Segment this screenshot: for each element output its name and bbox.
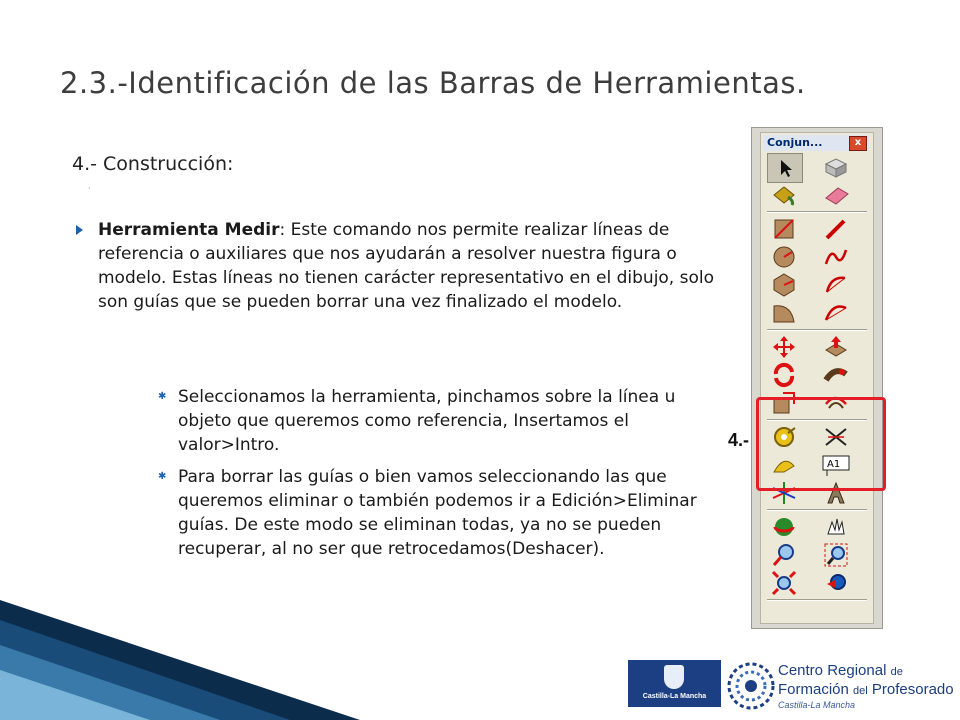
logo-line-2 <box>778 681 954 698</box>
section-heading: 4.- Construcción: <box>72 153 234 175</box>
toolbar-titlebar[interactable] <box>763 135 869 151</box>
toolbar-title: Conjun... <box>767 136 823 149</box>
push-pull-icon[interactable] <box>819 333 853 361</box>
pan-icon[interactable] <box>819 513 853 541</box>
zoom-window-icon[interactable] <box>819 541 853 569</box>
spiral-logo-icon <box>726 658 776 714</box>
close-button[interactable]: x <box>849 136 867 151</box>
arrow-bullet-icon <box>76 225 83 235</box>
sub-bullet-text: Para borrar las guías o bien vamos seleccionando las que queremos eliminar o también podemos ir a Edición>Eliminar guías. De este modo se eliminan todas, ya no se pueden recuperar, al no ser que retrocedamos(Deshacer). <box>178 467 697 559</box>
freehand-icon[interactable] <box>819 243 853 271</box>
sub-bullet <box>158 465 713 561</box>
toolbar-separator <box>767 509 867 511</box>
logo-line-1-small: de <box>890 666 903 678</box>
toolbar-separator <box>767 599 867 601</box>
highlight-label: 4.- <box>728 430 750 450</box>
toolbar-separator <box>767 329 867 331</box>
move-icon[interactable] <box>767 333 801 361</box>
eraser-icon[interactable] <box>819 181 853 209</box>
main-bullet-label: Herramienta Medir <box>98 220 280 240</box>
orbit-icon[interactable] <box>767 513 801 541</box>
small-mark: · <box>88 184 91 193</box>
select-icon[interactable] <box>767 153 803 183</box>
logo-line-3: Castilla-La Mancha <box>778 700 856 710</box>
construction-tools-highlight <box>756 397 886 491</box>
slide-title: 2.3.-Identificación de las Barras de Herramientas. <box>60 66 806 100</box>
arc-two-icon[interactable] <box>819 299 853 327</box>
pie-icon[interactable] <box>767 299 801 327</box>
toolbar-separator <box>767 211 867 213</box>
rotate-icon[interactable] <box>767 361 801 389</box>
line-icon[interactable] <box>819 215 853 243</box>
castilla-la-mancha-logo <box>628 660 721 707</box>
logo-line-1 <box>778 662 903 679</box>
crest-icon <box>664 665 684 689</box>
toolbar-panel <box>751 127 883 629</box>
centro-regional-logo <box>726 656 956 716</box>
toolbar-window <box>760 132 874 624</box>
logo-name: Castilla-La Mancha <box>642 693 707 700</box>
logo-line-2-small: del <box>853 685 868 697</box>
logo-line-1-text: Centro Regional <box>778 662 887 679</box>
follow-me-icon[interactable] <box>819 361 853 389</box>
text-tool-label: A1 <box>827 459 841 470</box>
paint-bucket-icon[interactable] <box>767 181 801 209</box>
logo-line-2b: Profesorado <box>871 681 954 698</box>
star-bullet-icon: ✱ <box>158 471 167 482</box>
main-bullet-text: : Este comando nos permite realizar líneas de referencia o auxiliares que nos ayudarán a resolver nuestra figura o modelo. Estas líneas no tienen carácter representativo en el dibujo, solo son guías que se pueden borrar una vez finalizado el modelo. <box>98 220 715 312</box>
zoom-extents-icon[interactable] <box>767 569 801 597</box>
logo-line-2a: Formación <box>778 681 849 698</box>
main-bullet <box>76 218 716 314</box>
component-icon[interactable] <box>819 153 853 181</box>
arc-icon[interactable] <box>819 271 853 299</box>
zoom-icon[interactable] <box>767 541 801 569</box>
polygon-icon[interactable] <box>767 271 801 299</box>
sub-bullet <box>158 385 713 457</box>
sub-bullet-text: Seleccionamos la herramienta, pinchamos sobre la línea u objeto que queremos como referencia, Insertamos el valor>Intro. <box>178 387 676 455</box>
previous-icon[interactable] <box>819 569 853 597</box>
rectangle-icon[interactable] <box>767 215 801 243</box>
circle-icon[interactable] <box>767 243 801 271</box>
corner-swoosh-decoration <box>0 590 360 720</box>
star-bullet-icon: ✱ <box>158 391 167 402</box>
